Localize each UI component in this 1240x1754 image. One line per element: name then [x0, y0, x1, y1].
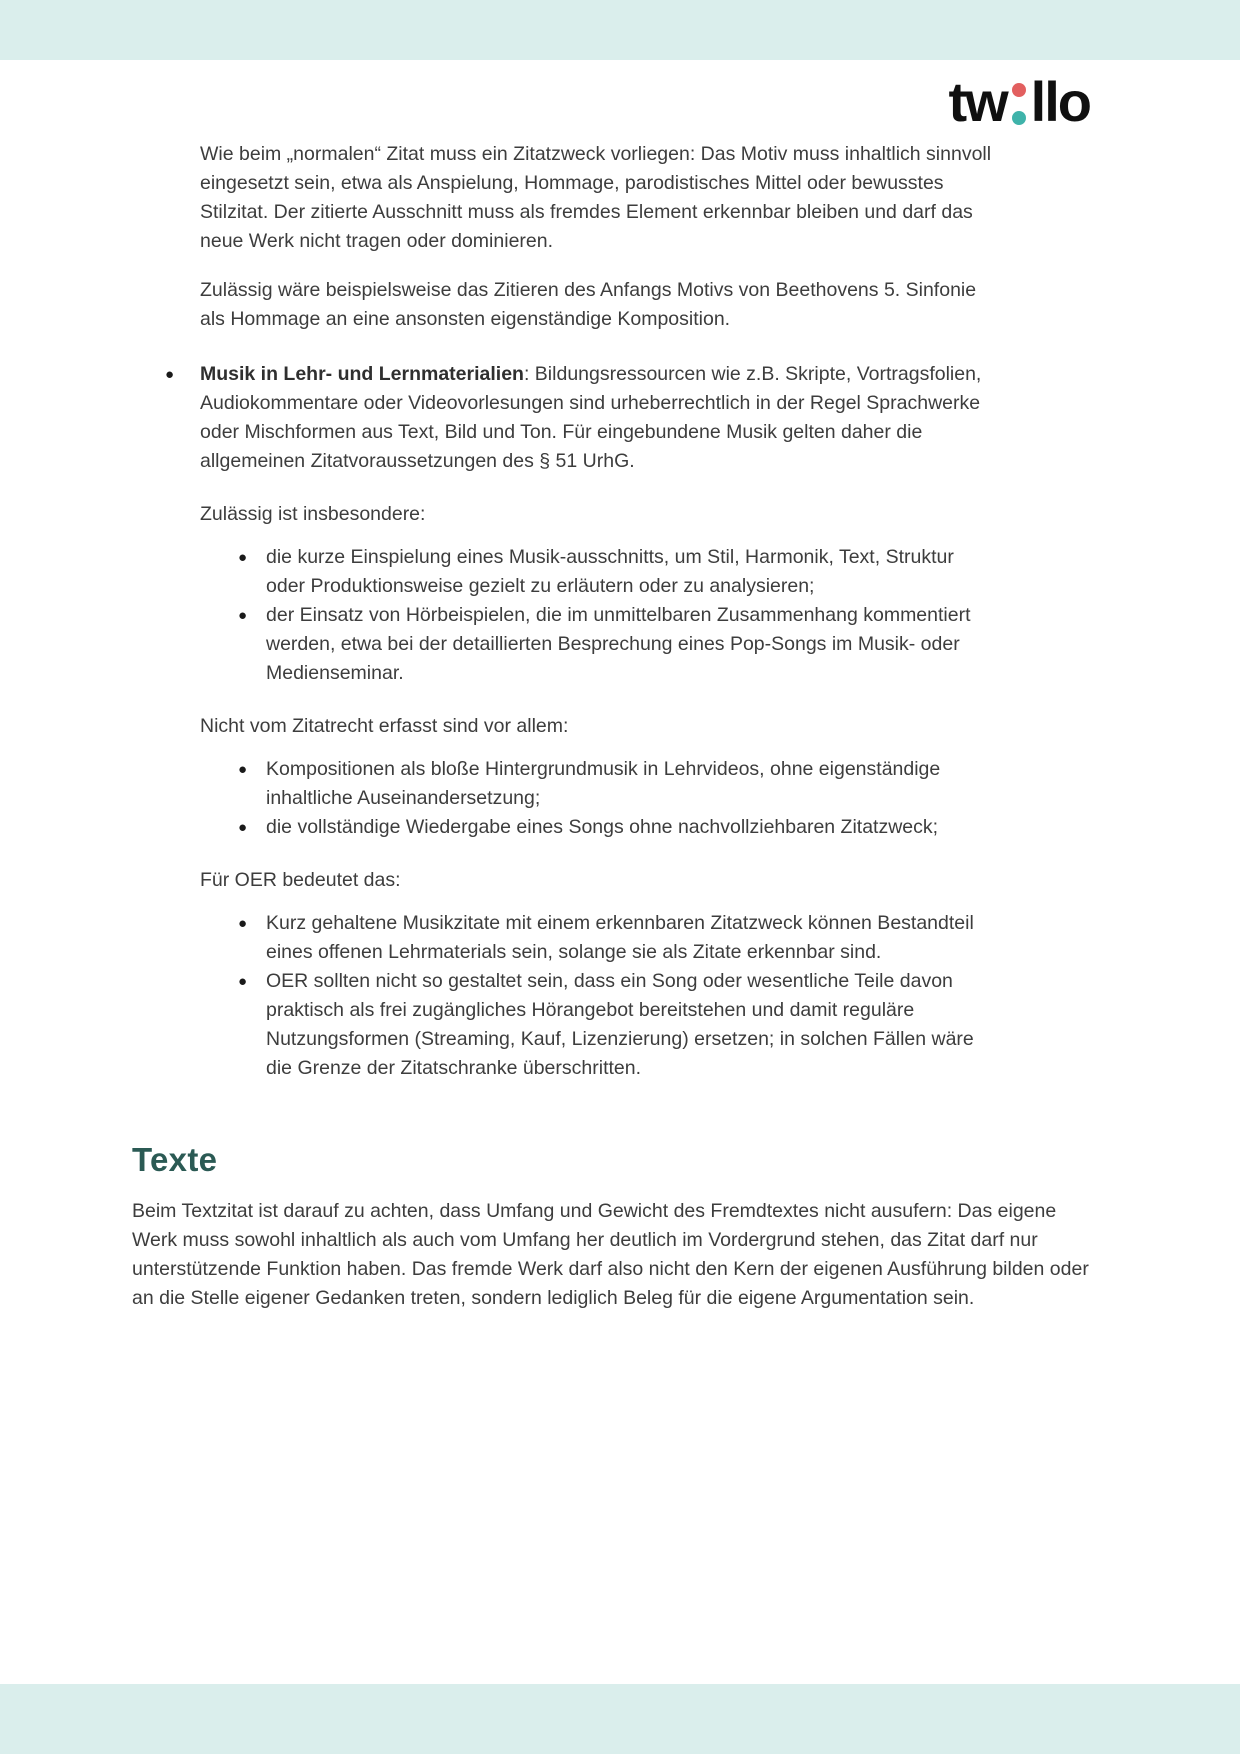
- bullet-icon: ●: [238, 915, 248, 932]
- logo-i-dots-icon: [1012, 83, 1026, 125]
- logo-red-dot-icon: [1012, 83, 1026, 97]
- logo-text-left: tw: [948, 69, 1007, 133]
- list-item: [200, 601, 1105, 688]
- list-item: [200, 813, 1105, 842]
- list-item-text: [200, 360, 1000, 476]
- sub-list-fuer-oer: [200, 909, 1105, 1083]
- bullet-icon: ●: [238, 973, 248, 990]
- list-item-text: Kurz gehaltene Musikzitate mit einem erkennbaren Zitatzweck können Bestandteil eines offenen Lehrmaterials sein, solange sie als Zitate erkennbar sind.: [266, 912, 974, 963]
- bullet-icon: ●: [238, 761, 248, 778]
- logo-text-right: llo: [1030, 69, 1090, 133]
- bottom-decorative-band: [0, 1684, 1240, 1754]
- bullet-icon: ●: [238, 549, 248, 566]
- list-item-rest: : Bildungsressourcen wie z.B. Skripte, Vortragsfolien, Audiokommentare oder Videovorlesungen sind urheberrechtlich in der Regel Sprachwerke oder Mischformen aus Text, Bild und Ton. Für eingebundene Musik gelten daher die allgemeinen Zitatvoraussetzungen des § 51 UrhG.: [200, 363, 982, 472]
- bullet-icon: ●: [238, 819, 248, 836]
- list-item-bold-lead: Musik in Lehr- und Lernmaterialien: [200, 363, 524, 385]
- list-item-text: OER sollten nicht so gestaltet sein, dass ein Song oder wesentliche Teile davon praktisch als frei zugängliches Hörangebot bereitstehen und damit reguläre Nutzungsformen (Streaming, Kauf, Lizenzierung) ersetzen; in solchen Fällen wäre die Grenze der Zitatschranke überschritten.: [266, 970, 974, 1079]
- lead-zulaessig: Zulässig ist insbesondere:: [200, 503, 426, 525]
- page-body: [0, 126, 1240, 1313]
- list-item: [200, 755, 1105, 813]
- bullet-icon: ●: [238, 607, 248, 624]
- bullet-icon: ●: [165, 366, 175, 383]
- header: [0, 66, 1240, 133]
- list-item-text: die kurze Einspielung eines Musik-ausschnitts, um Stil, Harmonik, Text, Struktur oder Produktionsweise gezielt zu erläutern oder zu analysieren;: [266, 546, 954, 597]
- list-item-text: die vollständige Wiedergabe eines Songs ohne nachvollziehbaren Zitatzweck;: [266, 816, 939, 838]
- logo-teal-dot-icon: [1012, 111, 1026, 125]
- section-heading-texte: Texte: [132, 1141, 218, 1178]
- sub-list-zulaessig: [200, 543, 1105, 688]
- intro-paragraph-1: Wie beim „normalen“ Zitat muss ein Zitatzweck vorliegen: Das Motiv muss inhaltlich sinnvoll eingesetzt sein, etwa als Anspielung, Hommage, parodistisches Mittel oder bewusstes Stilzitat. Der zitierte Ausschnitt muss als fremdes Element erkennbar bleiben und darf das neue Werk nicht tragen oder dominieren.: [200, 143, 992, 252]
- list-item-text: der Einsatz von Hörbeispielen, die im unmittelbaren Zusammenhang kommentiert werden, etwa bei der detaillierten Besprechung eines Pop-Songs im Musik- oder Medienseminar.: [266, 604, 971, 684]
- list-item: [200, 543, 1105, 601]
- texte-paragraph: Beim Textzitat ist darauf zu achten, dass Umfang und Gewicht des Fremdtextes nicht ausufern: Das eigene Werk muss sowohl inhaltlich als auch vom Umfang her deutlich im Vordergrund stehen, das Zitat darf nur unterstützende Funktion haben. Das fremde Werk darf also nicht den Kern der eigenen Ausführung bilden oder an die Stelle eigener Gedanken treten, sondern lediglich Beleg für die eigene Argumentation sein.: [132, 1200, 1089, 1309]
- lead-nicht-erfasst: Nicht vom Zitatrecht erfasst sind vor allem:: [200, 715, 569, 737]
- list-item: [200, 909, 1105, 967]
- twillo-logo: [948, 69, 1090, 133]
- intro-paragraph-2: Zulässig wäre beispielsweise das Zitieren des Anfangs Motivs von Beethovens 5. Sinfonie als Hommage an eine ansonsten eigenständige Komposition.: [200, 279, 977, 330]
- list-item: [200, 967, 1105, 1083]
- top-decorative-band: [0, 0, 1240, 60]
- sub-list-nicht-erfasst: [200, 755, 1105, 842]
- lead-fuer-oer: Für OER bedeutet das:: [200, 869, 401, 891]
- list-item-musik-lehrmaterialien: [132, 360, 1105, 476]
- list-item-text: Kompositionen als bloße Hintergrundmusik in Lehrvideos, ohne eigenständige inhaltliche Auseinandersetzung;: [266, 758, 941, 809]
